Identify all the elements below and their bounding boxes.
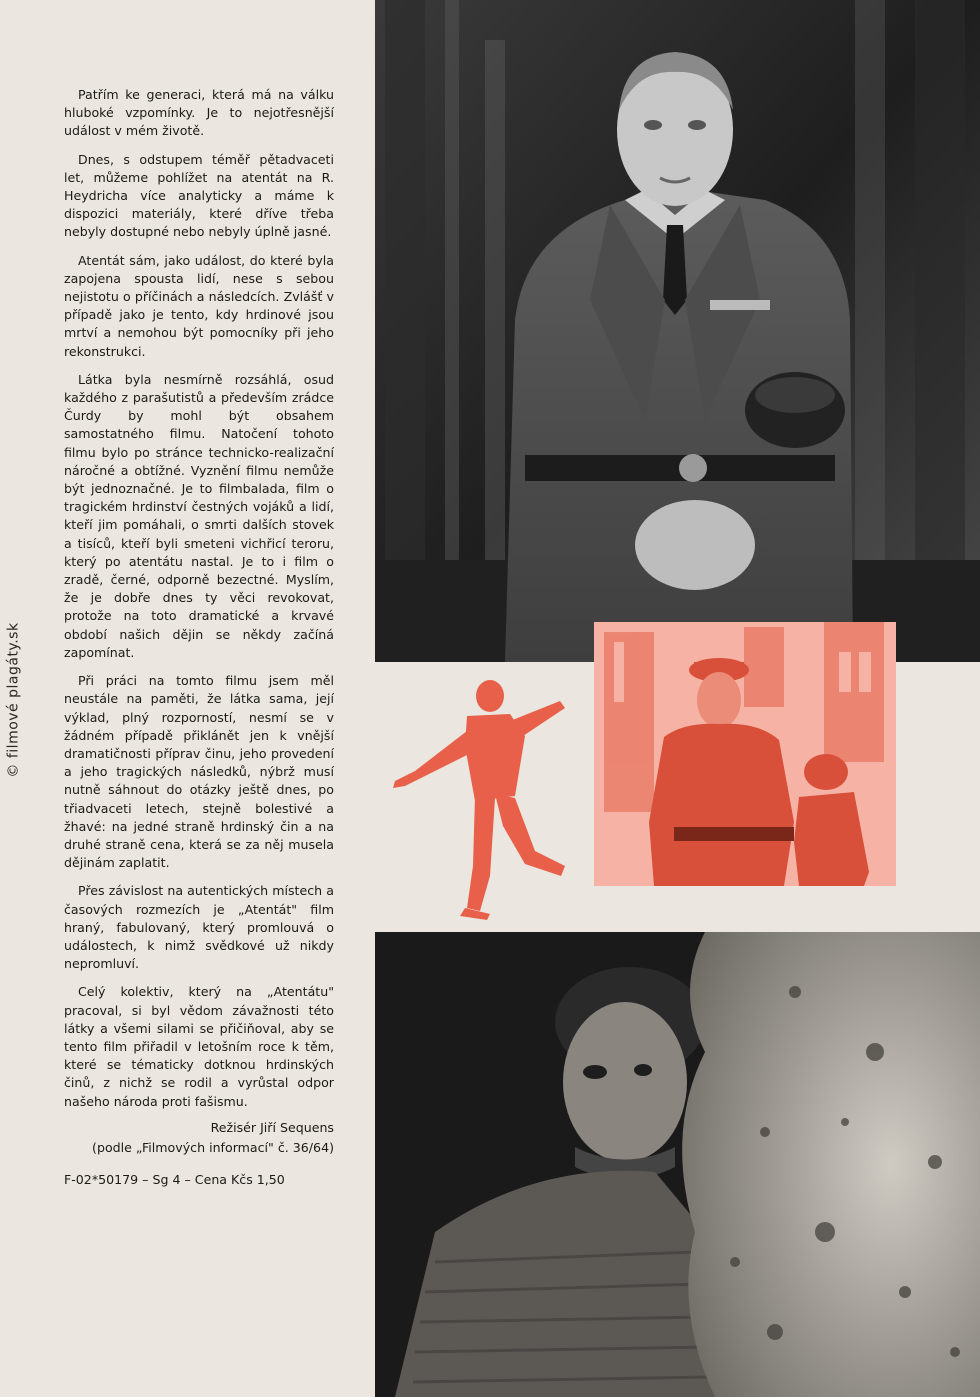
watermark-text: © filmové plagáty.sk <box>6 622 23 778</box>
officers-red-photo <box>594 622 896 886</box>
paragraph-4: Látka byla nesmírně rozsáhlá, osud každého z parašutistů a především zrádce Čurdy by mohl být obsahem samostatného filmu. Natočení tohoto filmu bylo po stránce technicko-realizační náročné a obtížné. Vyznění filmu nemůže být jednoznačné. Je to filmbalada, film o tragickém hrdinství čestných vojáků a lidí, kteří jim pomáhali, o smrti dalších stovek a tisíců, kteří byli smeteni vichřicí teroru, který po atentátu nastal. Je to i film o zradě, černé, odporně bezectné. Myslím, že je dobře dnes ty věci revokovat, protože na toto dramatické a krvavé období našich dějin se někdy začíná zapomínat. <box>64 371 334 660</box>
source-note: (podle „Filmových informací" č. 36/64) <box>92 1139 334 1155</box>
print-code: F-02*50179 – Sg 4 – Cena Kčs 1,50 <box>64 1172 285 1188</box>
paragraph-1: Patřím ke generaci, která má na válku hluboké vzpomínky. Je to nejotřesnější událost v mém životě. <box>64 87 334 139</box>
paragraph-2: Dnes, s odstupem téměř pětadvaceti let, můžeme pohlížet na atentát na R. Heydricha více analyticky a máme k dispozici materiály, které dříve třeba nebyly dostupné nebo nebyly úplně jasné. <box>64 151 334 240</box>
hiding-man-photo <box>375 932 980 1397</box>
running-man-figure <box>375 676 571 920</box>
paragraph-3: Atentát sám, jako událost, do které byla zapojena spousta lidí, nese s sebou nejistotu o příčinách a následcích. Zvlášť v případě jako je tento, kdy hrdinové jsou mrtví a nemohou být pomocníky při jeho rekonstrukci. <box>64 252 334 359</box>
director-signature: Režisér Jiří Sequens <box>210 1119 334 1135</box>
officer-photo <box>375 0 980 662</box>
paragraph-7: Celý kolektiv, který na „Atentátu" pracoval, si byl vědom závažnosti této látky a všemi silami se přičiňoval, aby se tento film přiřadil v letošním roce k těm, které se tématicky dotknou hrdinských činů, z nichž se rodil a vyrůstal odpor našeho národa proti fašismu. <box>64 984 334 1109</box>
article-text <box>64 86 334 1189</box>
watermark <box>2 600 26 800</box>
paragraph-6: Přes závislost na autentických místech a časových rozmezích je „Atentát" film hraný, fabulovaný, který promlouvá o událostech, k nimž svědkové už nikdy nepromluví. <box>64 883 334 972</box>
paragraph-5: Při práci na tomto filmu jsem měl neustále na paměti, že látka sama, její výklad, plný rozporností, nesmí se v žádném případě přiklánět jen k vnější dramatičnosti příprav činu, jeho provedení a jeho tragických následků, nýbrž musí nutně sáhnout do otázky ještě dnes, po třiadvaceti letech, stejně bolestivé a žhavé: na jedné straně hrdinský čin a na druhé straně cena, která se za něj musela dějinám zaplatit. <box>64 673 334 871</box>
